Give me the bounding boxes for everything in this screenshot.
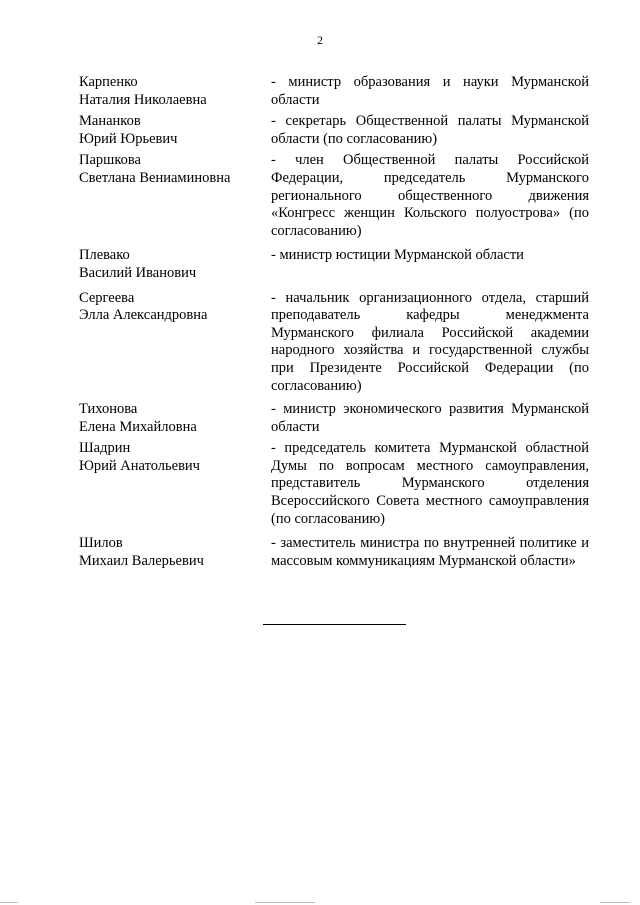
member-entry bbox=[79, 440, 589, 528]
member-name bbox=[79, 440, 271, 528]
member-entry bbox=[79, 290, 589, 396]
member-name bbox=[79, 247, 271, 282]
member-surname: Карпенко bbox=[79, 74, 138, 90]
member-surname: Шилов bbox=[79, 535, 123, 552]
member-entry bbox=[79, 74, 589, 109]
member-surname: Мананков bbox=[79, 113, 141, 130]
page-number: 2 bbox=[317, 33, 323, 47]
member-entry bbox=[79, 247, 589, 282]
scan-artifact bbox=[600, 902, 630, 903]
member-role: - министр юстиции Мурманской области bbox=[271, 247, 524, 264]
member-role: - министр экономического развития Мурманской области bbox=[271, 401, 589, 435]
member-entry bbox=[79, 535, 589, 570]
member-given-names: Элла Александровна bbox=[79, 307, 208, 324]
scan-artifact bbox=[0, 902, 18, 903]
member-list bbox=[79, 74, 589, 570]
member-entry bbox=[79, 401, 589, 436]
member-name bbox=[79, 113, 271, 148]
member-name bbox=[79, 401, 271, 436]
member-role: - член Общественной палаты Российской Федерации, председатель Мурманского регионального общественного движения «Конгресс женщин Кольского полуострова» (по согласованию) bbox=[271, 152, 589, 239]
member-role: - начальник организационного отдела, старший преподаватель кафедры менеджмента Мурманского филиала Российской академии народного хозяйства и государственной службы при Президенте Российской Федерации (по согласованию) bbox=[271, 289, 589, 394]
member-entry bbox=[79, 152, 589, 240]
scan-artifact bbox=[255, 902, 315, 903]
member-entry bbox=[79, 113, 589, 148]
member-given-names: Светлана Вениаминовна bbox=[79, 169, 231, 186]
member-role: - заместитель министра по внутренней политике и массовым коммуникациям Мурманской области» bbox=[271, 535, 589, 569]
member-given-names: Елена Михайловна bbox=[79, 418, 197, 435]
member-name bbox=[79, 535, 271, 570]
member-surname: Паршкова bbox=[79, 152, 141, 169]
closing-divider bbox=[263, 624, 406, 625]
member-role: - председатель комитета Мурманской областной Думы по вопросам местного самоуправления, представитель Мурманского отделения Всероссийского Совета местного самоуправления (по согласованию) bbox=[271, 440, 589, 527]
member-given-names: Василий Иванович bbox=[79, 264, 197, 281]
member-name bbox=[79, 74, 271, 109]
member-surname: Тихонова bbox=[79, 401, 138, 418]
member-surname: Плевако bbox=[79, 247, 130, 264]
member-given-names: Юрий Анатольевич bbox=[79, 457, 200, 474]
member-given-names: Наталия Николаевна bbox=[79, 91, 207, 108]
member-role: - секретарь Общественной палаты Мурманской области (по согласованию) bbox=[271, 113, 589, 147]
member-role: - министр образования и науки Мурманской области bbox=[271, 74, 589, 108]
member-name bbox=[79, 152, 271, 240]
member-surname: Сергеева bbox=[79, 289, 135, 306]
member-surname: Шадрин bbox=[79, 440, 131, 457]
member-given-names: Юрий Юрьевич bbox=[79, 130, 178, 147]
member-name bbox=[79, 290, 271, 396]
member-given-names: Михаил Валерьевич bbox=[79, 552, 204, 569]
